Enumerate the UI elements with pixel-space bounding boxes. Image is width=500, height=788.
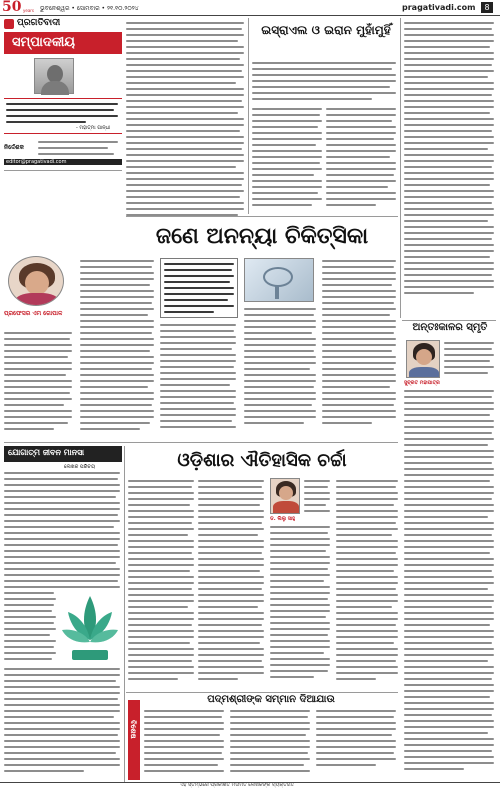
anniversary-number: 50: [2, 0, 22, 15]
right-author-name: ସୁବ୍ରତ ମହାପାତ୍ର: [404, 380, 440, 386]
right-column-headline: ଅନ୍ତଃକାଳର ସ୍ମୃତି: [412, 322, 488, 333]
quote-box: [4, 98, 122, 134]
right-author-photo: [406, 340, 440, 378]
right-column-article: [404, 322, 496, 782]
padmashree-article: [144, 694, 398, 782]
yoga-article: [4, 446, 122, 782]
brand-name-text: ପ୍ରଗତିବାଦୀ: [17, 18, 61, 28]
section-title: [4, 32, 122, 54]
israel-iran-article: [252, 18, 398, 214]
lotus-logo: [60, 590, 120, 666]
main-author-name: ପ୍ରଫେସର ଏମ ଗୋପାଳ: [4, 310, 63, 317]
history-author-photo: [270, 478, 300, 514]
vertical-tag-text: ବିଶେଷ: [129, 720, 137, 739]
brand-name: [4, 18, 122, 32]
main-headline-text: ଜଣେ ଅନନ୍ୟା ଚିକିତ୍ସିକା: [155, 224, 369, 249]
israel-iran-headline: ଇସ୍ରାଏଲ ଓ ଇରାନ ମୁହାଁମୁହିଁ: [261, 23, 391, 37]
section-title-text: ସମ୍ପାଦକୀୟ: [12, 35, 75, 50]
main-author-box: [4, 256, 74, 326]
yoga-headline-box: [4, 446, 122, 462]
main-article-body: [80, 258, 398, 438]
pull-quote-box: [160, 258, 238, 318]
gandhi-portrait: [34, 58, 74, 94]
anniversary-logo: [2, 0, 36, 15]
medical-photo: [244, 258, 314, 302]
website-link[interactable]: pragativadi.com: [402, 3, 476, 12]
vertical-tag: [128, 700, 140, 780]
yoga-headline: ଯୋଗାତ୍ମ ଜୀବନ ମାନସା: [8, 448, 85, 457]
date-line: ଭୁବନେଶ୍ୱର • ସୋମବାର • ୨୧.୧୦.୨୦୨୪: [40, 5, 139, 12]
odisha-history-body: [128, 478, 398, 688]
quote-author: - ମହାତ୍ମା ଗାନ୍ଧୀ: [76, 125, 111, 131]
anniversary-sub: years: [23, 8, 35, 13]
history-author-name: ଡ. ଲିଲୁ ସାହୁ: [270, 516, 296, 522]
main-article-headline: [126, 220, 398, 254]
page-number: 8: [481, 2, 493, 13]
author-portrait: [8, 256, 64, 306]
editor-email[interactable]: editor@pragativadi.com: [4, 159, 122, 165]
right-top-column: [404, 18, 496, 318]
editor-credits: [4, 138, 122, 166]
brand-column: [4, 18, 122, 166]
editor-label: ନିର୍ଦ୍ଦେଶକ: [4, 144, 24, 151]
odisha-history-headline: [126, 446, 398, 476]
footer-note: ଏହି ସ୍ତମ୍ଭରେ ପ୍ରକାଶିତ ମତାମତ ଲେଖକଙ୍କ ବ୍ୟକ୍ତିଗତ: [180, 782, 295, 788]
odisha-history-headline-text: ଓଡ଼ିଶାର ଐତିହାସିକ ଚର୍ଚ୍ଚା: [177, 450, 347, 471]
top-centre-article: [126, 18, 246, 238]
yoga-byline: ଲେଖକ ପରିଚୟ: [64, 464, 96, 470]
padmashree-headline: ପଦ୍ମଶ୍ରୀଙ୍କ ସମ୍ମାନ ଦିଆଯାଉ: [207, 694, 335, 705]
brand-mark-icon: [4, 19, 14, 29]
left-narrow-column: [4, 330, 74, 438]
masthead: [0, 0, 500, 16]
